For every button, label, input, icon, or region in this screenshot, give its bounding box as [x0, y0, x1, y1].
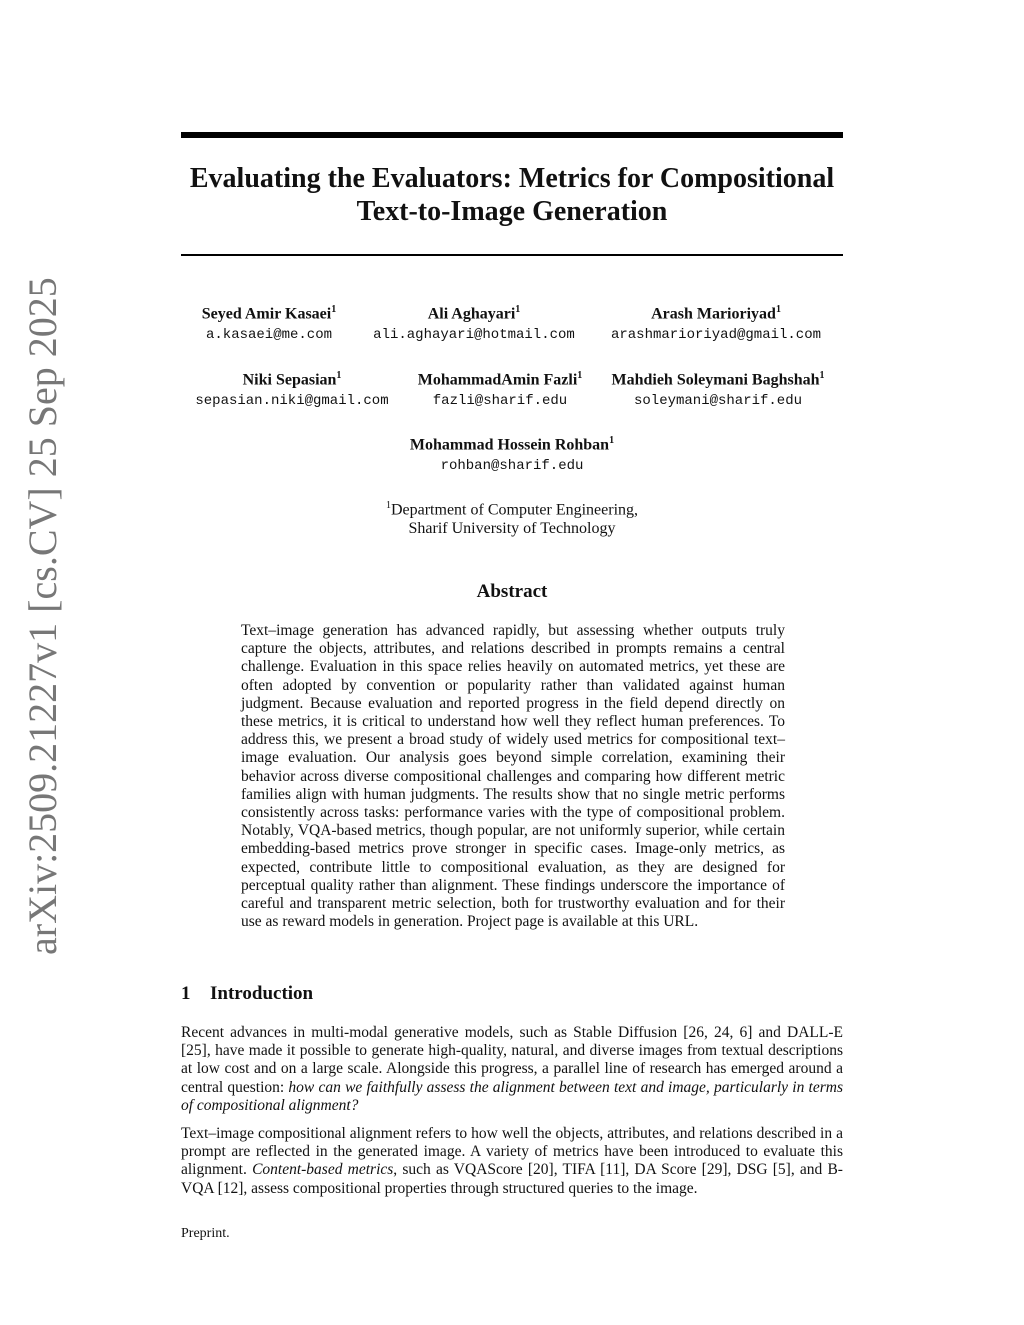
author-email[interactable]: ali.aghayari@hotmail.com [373, 327, 575, 344]
author-email[interactable]: soleymani@sharif.edu [633, 393, 803, 410]
abstract-heading: Abstract [476, 581, 548, 602]
title-top-rule [181, 132, 843, 138]
section-number: 1 [181, 983, 191, 1004]
emphasized-term: Content-based metrics [252, 1161, 394, 1179]
title-line-1: Evaluating the Evaluators: Metrics for Compositional [189, 163, 835, 194]
title-line-2: Text-to-Image Generation [356, 196, 668, 227]
intro-paragraph-2: Text–image compositional alignment refers to how well the objects, attributes, and relations described in a prompt are reflected in the generated image. A variety of metrics have been introduced to evaluate this alignment. Content-based metrics, such as VQAScore [20], TIFA [11], DA Score [29], DSG [5], and B-VQA [12], assess compositional properties through structured queries to the image. [181, 1125, 843, 1197]
author-email[interactable]: rohban@sharif.edu [440, 458, 584, 475]
author-name: Mahdieh Soleymani Baghshah$^1$ [611, 370, 825, 389]
author-name: Arash Marioriyad$^1$ [651, 304, 781, 323]
section-title: Introduction [210, 983, 314, 1004]
affiliation: $^1$Department of Computer Engineering, Sharif University of Technology [385, 500, 639, 538]
author-email[interactable]: sepasian.niki@gmail.com [195, 393, 389, 410]
author-name: Niki Sepasian$^1$ [242, 370, 342, 389]
intro-paragraph-1: Recent advances in multi-modal generative models, such as Stable Diffusion [26, 24, 6] and DALL-E [25], have made it possible to generate high-quality, natural, and diverse images from textual descriptions at low cost and on a large scale. Alongside this progress, a parallel line of research has emerged around a central question: how can we faithfully assess the alignment between text and image, particularly in terms of compositional alignment? [181, 1024, 843, 1114]
title-bottom-rule [181, 254, 843, 256]
author-name: Mohammad Hossein Rohban$^1$ [409, 435, 615, 454]
section-heading-introduction [181, 983, 313, 1005]
author-name: Ali Aghayari$^1$ [427, 304, 521, 323]
author-block [362, 431, 662, 476]
author-email[interactable]: arashmarioriyad@gmail.com [610, 327, 822, 344]
author-email[interactable]: a.kasaei@me.com [205, 327, 333, 344]
paper-title [181, 162, 843, 228]
footer-preprint: Preprint. [181, 1226, 230, 1241]
author-name: Seyed Amir Kasaei$^1$ [201, 304, 337, 323]
author-block [566, 300, 866, 345]
author-email[interactable]: fazli@sharif.edu [432, 393, 568, 410]
author-name: MohammadAmin Fazli$^1$ [417, 370, 583, 389]
author-block [568, 366, 868, 411]
arxiv-identifier-stamp: arXiv:2509.21227v1 [cs.CV] 25 Sep 2025 [20, 277, 65, 955]
abstract-body: Text–image generation has advanced rapidly, but assessing whether outputs truly capture the objects, attributes, and relations described in prompts remains a central challenge. Evaluation in this space relies heavily on automated metrics, yet these are often adopted by convention or popularity rather than validated against human judgment. Because evaluation and reported progress in the field depend directly on these metrics, it is critical to understand how well they reflect human preferences. To address this, we present a broad study of widely used metrics for compositional text–image evaluation. Our analysis goes beyond simple correlation, examining their behavior across diverse compositional challenges and comparing how different metric families align with human judgments. The results show that no single metric performs consistently across tasks: performance varies with the type of compositional problem. Notably, VQA-based metrics, though popular, are not uniformly superior, while certain embedding-based metrics prove stronger in specific cases. Image-only metrics, as expected, contribute little to compositional evaluation, as they are designed for perceptual quality rather than alignment. These findings underscore the importance of careful and transparent metric selection, both for trustworthy evaluation and for their use as reward models in generation. Project page is available at this URL. [241, 622, 785, 931]
emphasized-question: how can we faithfully assess the alignment between text and image, particularly in terms of compositional alignment? [181, 1078, 843, 1114]
